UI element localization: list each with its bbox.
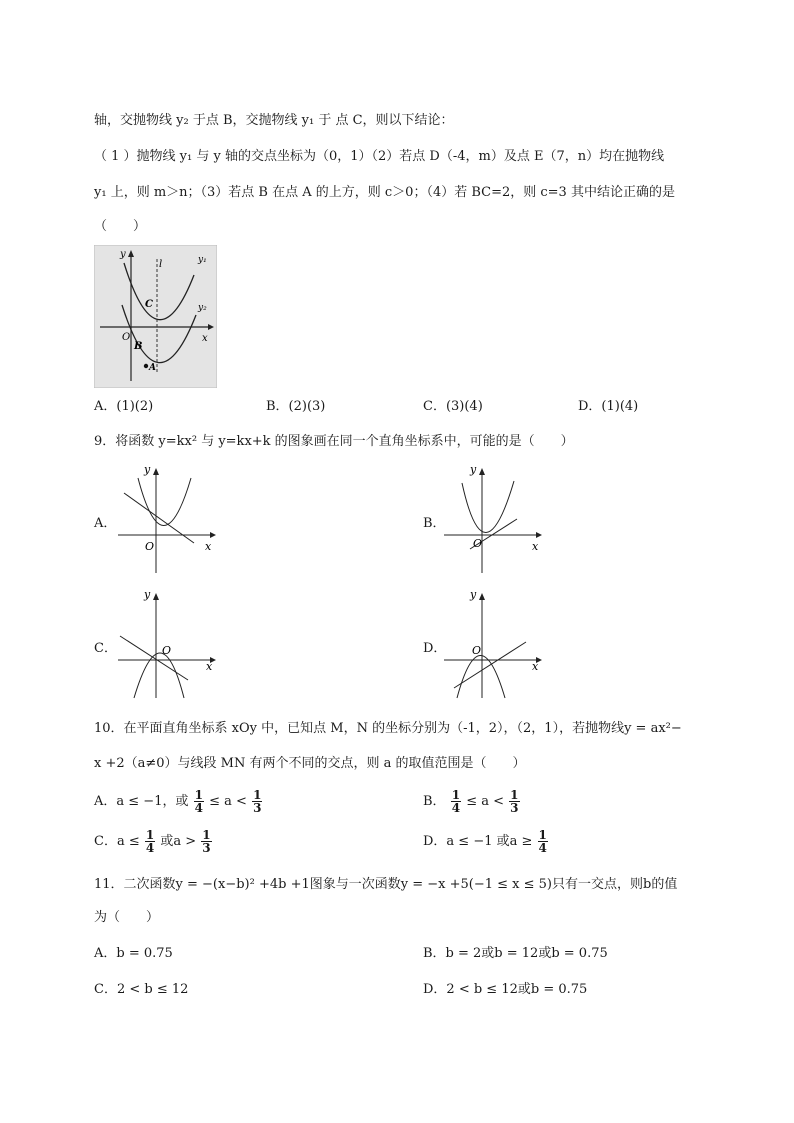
point-a bbox=[144, 364, 148, 368]
q11-line-1: 11．二次函数y = −(x−b)² +4b +1图象与一次函数y = −x +5(−1 ≤ x ≤ 5)只有一交点，则b的值 bbox=[94, 877, 678, 892]
label-b: B bbox=[134, 341, 143, 352]
fraction-1-4: $\frac{1}{4}$ bbox=[194, 788, 203, 815]
label-c: C bbox=[145, 299, 153, 310]
q8-line-1: 轴，交抛物线 y₂ 于点 B，交抛物线 y₁ 于 点 C，则以下结论： bbox=[94, 113, 454, 128]
q10-b-prefix: B． bbox=[423, 794, 446, 809]
q10-a-prefix: A．a ≤ −1，或 bbox=[94, 794, 189, 809]
q10-b-mid: ≤ a < bbox=[466, 794, 505, 809]
axis-y-label: y bbox=[144, 463, 151, 476]
fraction-1-4: $\frac{1}{4}$ bbox=[538, 828, 547, 855]
label-y1: y₁ bbox=[198, 255, 207, 265]
axis-y-label: y bbox=[470, 463, 477, 476]
axis-y-label: y bbox=[470, 588, 477, 601]
origin-label: O bbox=[472, 644, 482, 657]
q9-graph-b bbox=[442, 463, 548, 575]
q9-stem: 9．将函数 y=kx² 与 y=kx+k 的图象画在同一个直角坐标系中，可能的是（ ） bbox=[94, 434, 574, 449]
q8-option-d[interactable]: D．(1)(4) bbox=[578, 399, 639, 414]
q9-option-c-letter[interactable]: C． bbox=[94, 641, 117, 656]
q9-option-a-letter[interactable]: A． bbox=[94, 516, 117, 531]
q10-line-2: x +2（a≠0）与线段 MN 有两个不同的交点，则 a 的取值范围是（ ） bbox=[94, 756, 526, 771]
q10-option-b[interactable] bbox=[423, 789, 521, 814]
fraction-1-3: $\frac{1}{3}$ bbox=[202, 828, 211, 855]
label-l: l bbox=[159, 259, 163, 270]
label-x: x bbox=[202, 333, 208, 344]
q11-option-b[interactable]: B．b = 2或b = 12或b = 0.75 bbox=[423, 946, 608, 961]
fraction-1-4: $\frac{1}{4}$ bbox=[145, 828, 155, 855]
q8-line-3: y₁ 上，则 m＞n；（3）若点 B 在点 A 的上方，则 c＞0；（4）若 BC=2，则 c=3 其中结论正确的是 bbox=[94, 185, 675, 200]
fraction-1-3: $\frac{1}{3}$ bbox=[253, 788, 262, 815]
q11-option-d[interactable]: D．2 < b ≤ 12或b = 0.75 bbox=[423, 982, 588, 997]
label-y2: y₂ bbox=[198, 303, 207, 313]
q10-option-d[interactable] bbox=[423, 829, 549, 854]
q10-option-c[interactable] bbox=[94, 829, 213, 854]
origin-label: O bbox=[162, 644, 172, 657]
label-o: O bbox=[122, 332, 131, 343]
q8-line-4: （ ） bbox=[94, 219, 147, 234]
q10-option-a[interactable] bbox=[94, 789, 263, 814]
q8-option-b[interactable]: B．(2)(3) bbox=[266, 399, 326, 414]
q8-option-c[interactable]: C．(3)(4) bbox=[423, 399, 483, 414]
q10-line-1: 10．在平面直角坐标系 xOy 中，已知点 M，N 的坐标分别为（-1，2），（2，1），若抛物线y = ax²− bbox=[94, 721, 682, 736]
axis-y-label: y bbox=[144, 588, 151, 601]
axis-x-label: x bbox=[206, 660, 213, 673]
axis-x-label: x bbox=[532, 540, 539, 553]
fraction-1-3: $\frac{1}{3}$ bbox=[510, 788, 519, 815]
label-y: y bbox=[120, 249, 126, 260]
axis-x-label: x bbox=[532, 660, 539, 673]
q11-option-c[interactable]: C．2 < b ≤ 12 bbox=[94, 982, 189, 997]
q9-option-d-letter[interactable]: D． bbox=[423, 641, 447, 656]
q9-graph-c bbox=[116, 588, 222, 700]
label-a: A bbox=[149, 363, 156, 373]
q8-line-2: （ 1 ）抛物线 y₁ 与 y 轴的交点坐标为（0，1）（2）若点 D（-4，m）及点 E（7，n）均在抛物线 bbox=[94, 149, 665, 164]
q8-figure bbox=[94, 245, 217, 388]
q10-d-prefix: D．a ≤ −1 或a ≥ bbox=[423, 834, 533, 849]
q11-option-a[interactable]: A．b = 0.75 bbox=[94, 946, 173, 961]
q9-option-b-letter[interactable]: B． bbox=[423, 516, 446, 531]
q9-graph-a bbox=[116, 463, 222, 575]
origin-label: O bbox=[473, 537, 483, 550]
fraction-1-4: $\frac{1}{4}$ bbox=[451, 788, 461, 815]
q9-graph-d bbox=[442, 588, 548, 700]
q8-option-a[interactable]: A．(1)(2) bbox=[94, 399, 154, 414]
axis-x-label: x bbox=[205, 540, 212, 553]
q11-line-2: 为（ ） bbox=[94, 910, 160, 925]
q10-c-prefix: C．a ≤ bbox=[94, 834, 140, 849]
origin-label: O bbox=[145, 540, 155, 553]
q10-a-mid: ≤ a < bbox=[209, 794, 247, 809]
q10-c-mid: 或a > bbox=[160, 834, 197, 849]
